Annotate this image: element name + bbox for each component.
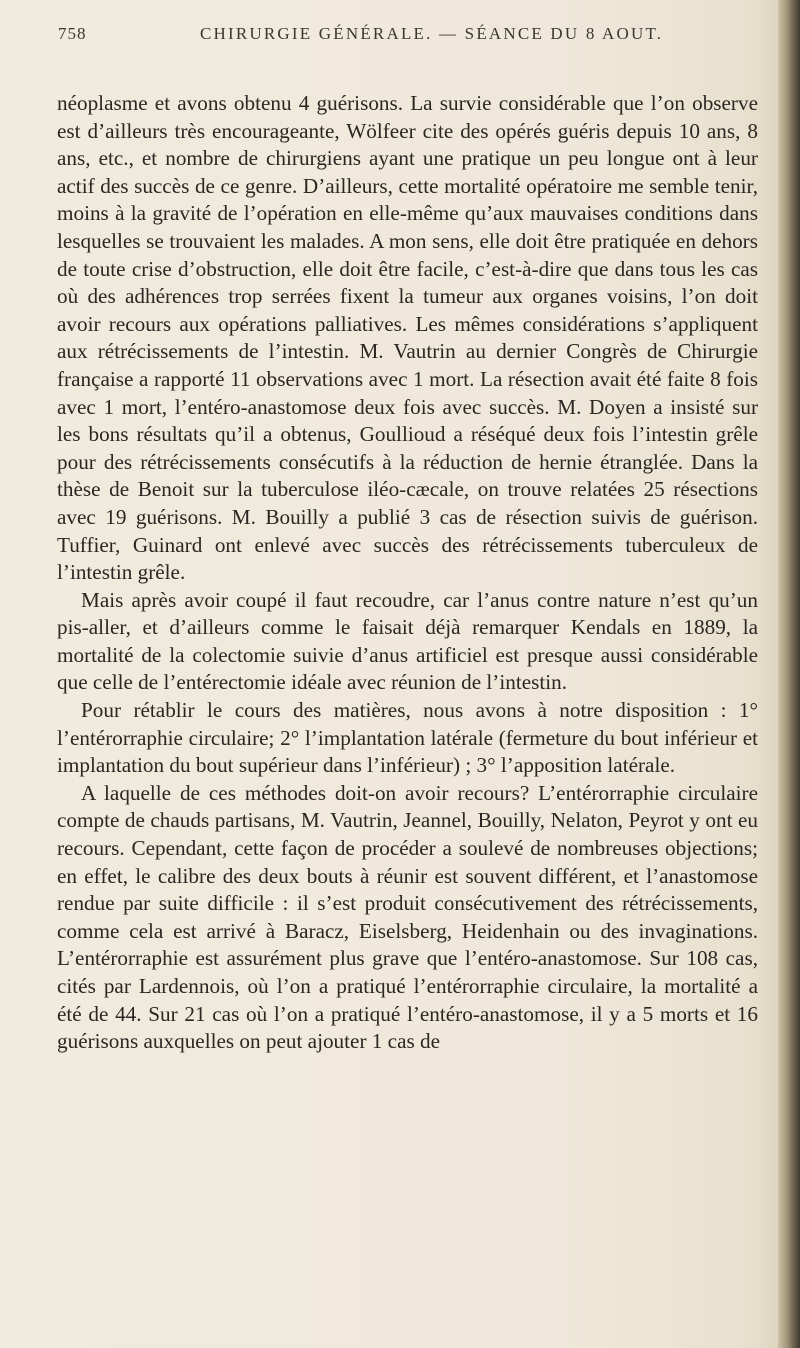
page-header [58,24,758,54]
paragraph: Pour rétablir le cours des matières, nous avons à notre disposition : 1° l’entérorraphie circulaire; 2° l’implantation latérale (fermeture du bout inférieur et implantation du bout supérieur dans l’inférieur) ; 3° l’apposition latérale. [57,698,758,778]
paragraph: néoplasme et avons obtenu 4 guérisons. La survie considérable que l’on observe est d’ailleurs très encourageante, Wölfeer cite des opérés guéris depuis 10 ans, 8 ans, etc., et nombre de chirurgiens ayant une pratique un peu longue ont à leur actif des succès de ce genre. D’ailleurs, cette mortalité opératoire me semble tenir, moins à la gravité de l’opération en elle-même qu’aux mauvaises conditions dans lesquelles se trouvaient les malades. A mon sens, elle doit être pratiquée en dehors de toute crise d’obstruction, elle doit être facile, c’est-à-dire que dans tous les cas où des adhérences trop serrées fixent la tumeur aux organes voisins, l’on doit avoir recours aux opérations palliatives. Les mêmes considérations s’appliquent aux rétrécissements de l’intestin. M. Vautrin au dernier Congrès de Chirurgie française a rapporté 11 observations avec 1 mort. La résection avait été faite 8 fois avec 1 mort, l’entéro-anastomose deux fois avec succès. M. Doyen a insisté sur les bons résultats qu’il a obtenus, Goullioud a réséqué deux fois l’intestin grêle pour des rétrécissements consécutifs à la réduction de hernie étranglée. Dans la thèse de Benoit sur la tuberculose iléo-cæcale, on trouve relatées 25 résections avec 19 guérisons. M. Bouilly a publié 3 cas de résection suivis de guérison. Tuffier, Guinard ont enlevé avec succès des rétrécissements tuberculeux de l’intestin grêle. [57,91,758,585]
page-number: 758 [58,24,87,43]
paragraph: Mais après avoir coupé il faut recoudre, car l’anus contre nature n’est qu’un pis-aller, et d’ailleurs comme le faisait déjà remarquer Kendals en 1889, la mortalité de la colectomie suivie d’anus artificiel est presque aussi considérable que celle de l’entérectomie idéale avec réunion de l’intestin. [57,587,758,695]
paragraph: A laquelle de ces méthodes doit-on avoir recours? L’entérorraphie circulaire compte de chauds partisans, M. Vautrin, Jeannel, Bouilly, Nelaton, Peyrot y ont eu recours. Cependant, cette façon de procéder a soulevé de nombreuses objections; en effet, le calibre des deux bouts à réunir est souvent différent, et l’anastomose rendue par suite difficile : il s’est produit consécutivement des rétrécissements, comme cela est arrivé à Baracz, Eiselsberg, Heidenhain ou des invaginations. L’entérorraphie est assurément plus grave que l’entéro-anastomose. Sur 108 cas, cités par Lardennois, où l’on a pratiqué l’entérorraphie circulaire, la mortalité a été de 44. Sur 21 cas où l’on a pratiqué l’entéro-anastomose, il y a 5 morts et 16 guérisons auxquelles on peut ajouter 1 cas de [57,780,758,1054]
body-text [57,90,758,1056]
page-binding-edge [778,0,800,1348]
running-head: CHIRURGIE GÉNÉRALE. — SÉANCE DU 8 AOUT. [200,24,664,43]
